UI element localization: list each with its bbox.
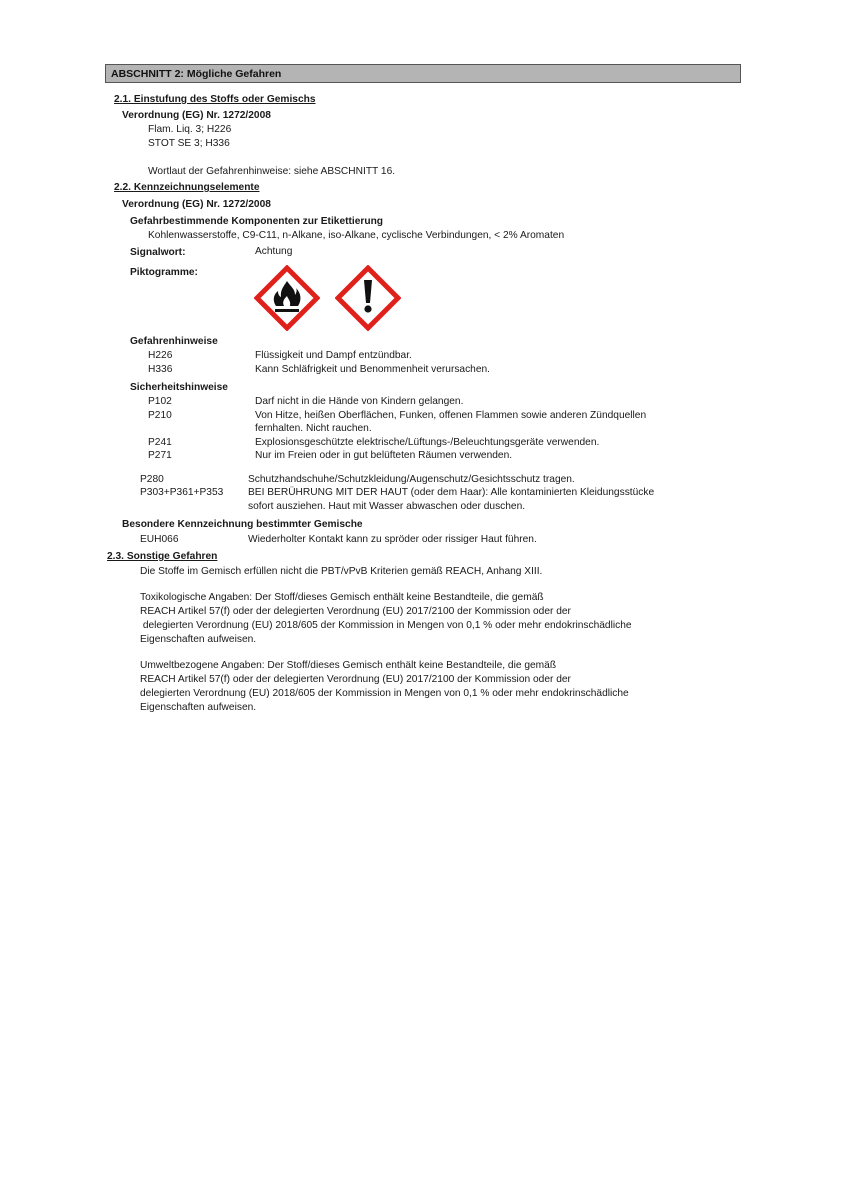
- section-header: [105, 64, 741, 83]
- env-info-line: delegierten Verordnung (EU) 2018/605 der Kommission in Mengen von 0,1 % oder mehr endokrinschädliche: [140, 688, 629, 699]
- hazard-text: Kann Schläfrigkeit und Benommenheit verursachen.: [255, 364, 491, 375]
- precaution-text: Von Hitze, heißen Oberflächen, Funken, offenen Flammen sowie anderen Zündquellen: [255, 410, 647, 421]
- signal-word-value: Achtung: [255, 246, 293, 257]
- hazard-text: Flüssigkeit und Dampf entzündbar.: [255, 350, 412, 361]
- heading-2-3: 2.3. Sonstige Gefahren: [107, 551, 218, 562]
- precaution-code: P280: [140, 474, 164, 485]
- pbt-statement: Die Stoffe im Gemisch erfüllen nicht die PBT/vPvB Kriterien gemäß REACH, Anhang XIII.: [140, 566, 543, 577]
- tox-info-line: Toxikologische Angaben: Der Stoff/dieses Gemisch enthält keine Bestandteile, die gemäß: [140, 592, 544, 603]
- components-value: Kohlenwasserstoffe, C9-C11, n-Alkane, iso-Alkane, cyclische Verbindungen, < 2% Aromaten: [148, 230, 565, 241]
- heading-2-1: 2.1. Einstufung des Stoffs oder Gemischs: [114, 94, 316, 105]
- precaution-text-cont: sofort ausziehen. Haut mit Wasser abwaschen oder duschen.: [248, 501, 526, 512]
- special-code: EUH066: [140, 534, 179, 545]
- precaution-text: Darf nicht in die Hände von Kindern gelangen.: [255, 396, 464, 407]
- precaution-code: P303+P361+P353: [140, 487, 224, 498]
- precaution-code: P102: [148, 396, 172, 407]
- tox-info-line: Eigenschaften aufweisen.: [140, 634, 257, 645]
- hazard-code: H336: [148, 364, 173, 375]
- classification: Flam. Liq. 3; H226: [148, 124, 232, 135]
- exclamation-icon: [335, 265, 401, 331]
- precaution-code: P210: [148, 410, 172, 421]
- precaution-text-cont: fernhalten. Nicht rauchen.: [255, 423, 372, 434]
- special-labelling-label: Besondere Kennzeichnung bestimmter Gemische: [122, 519, 363, 530]
- precautionary-statements-label: Sicherheitshinweise: [130, 382, 228, 393]
- special-text: Wiederholter Kontakt kann zu spröder oder rissiger Haut führen.: [248, 534, 537, 545]
- pictograms-label: Piktogramme:: [130, 267, 198, 278]
- precaution-code: P271: [148, 450, 172, 461]
- env-info-line: Eigenschaften aufweisen.: [140, 702, 257, 713]
- signal-word-label: Signalwort:: [130, 247, 186, 258]
- heading-2-2: 2.2. Kennzeichnungselemente: [114, 182, 260, 193]
- regulation-label: Verordnung (EG) Nr. 1272/2008: [122, 110, 271, 121]
- flame-icon: [254, 265, 320, 331]
- tox-info-line: delegierten Verordnung (EU) 2018/605 der Kommission in Mengen von 0,1 % oder mehr endokrinschädliche: [140, 620, 632, 631]
- precaution-text: Schutzhandschuhe/Schutzkleidung/Augenschutz/Gesichtsschutz tragen.: [248, 474, 575, 485]
- hazard-statements-label: Gefahrenhinweise: [130, 336, 218, 347]
- classification: STOT SE 3; H336: [148, 138, 230, 149]
- classification-note: Wortlaut der Gefahrenhinweise: siehe ABSCHNITT 16.: [148, 166, 396, 177]
- tox-info-line: REACH Artikel 57(f) oder der delegierten Verordnung (EU) 2017/2100 der Kommission oder der: [140, 606, 571, 617]
- precaution-code: P241: [148, 437, 172, 448]
- hazard-code: H226: [148, 350, 173, 361]
- env-info-line: REACH Artikel 57(f) oder der delegierten Verordnung (EU) 2017/2100 der Kommission oder der: [140, 674, 571, 685]
- regulation-label: Verordnung (EG) Nr. 1272/2008: [122, 199, 271, 210]
- components-label: Gefahrbestimmende Komponenten zur Etikettierung: [130, 216, 384, 227]
- env-info-line: Umweltbezogene Angaben: Der Stoff/dieses Gemisch enthält keine Bestandteile, die gemäß: [140, 660, 557, 671]
- precaution-text: BEI BERÜHRUNG MIT DER HAUT (oder dem Haar): Alle kontaminierten Kleidungsstücke: [248, 487, 655, 498]
- precaution-text: Nur im Freien oder in gut belüfteten Räumen verwenden.: [255, 450, 513, 461]
- section-title: ABSCHNITT 2: Mögliche Gefahren: [111, 68, 282, 80]
- precaution-text: Explosionsgeschützte elektrische/Lüftungs-/Beleuchtungsgeräte verwenden.: [255, 437, 600, 448]
